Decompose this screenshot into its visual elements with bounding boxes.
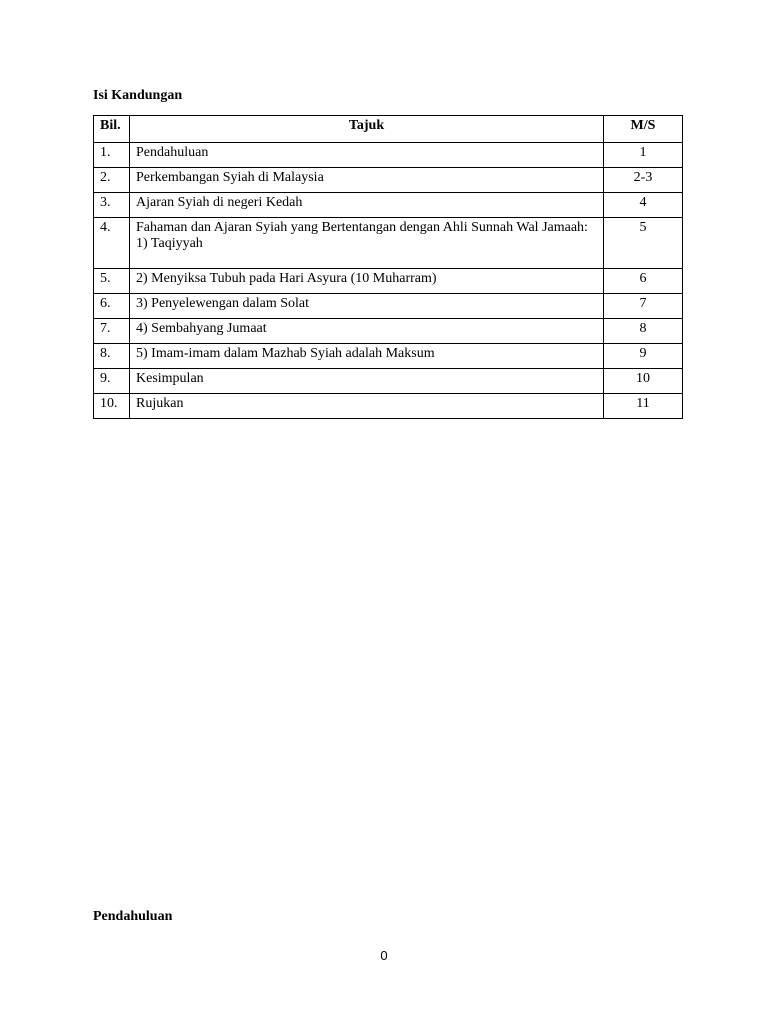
row-bil: 3.: [94, 193, 130, 218]
table-row: [94, 193, 683, 218]
row-bil: 1.: [94, 143, 130, 168]
row-bil: 8.: [94, 344, 130, 369]
table-row: [94, 294, 683, 319]
table-of-contents: [93, 115, 683, 419]
row-tajuk: Pendahuluan: [130, 143, 604, 168]
row-bil: 4.: [94, 218, 130, 269]
row-tajuk: Rujukan: [130, 394, 604, 419]
page-number: 0: [380, 948, 388, 963]
row-tajuk: Ajaran Syiah di negeri Kedah: [130, 193, 604, 218]
table-row: [94, 269, 683, 294]
row-ms: 5: [604, 218, 683, 269]
row-bil: 9.: [94, 369, 130, 394]
table-row: [94, 394, 683, 419]
header-ms: M/S: [604, 116, 683, 143]
table-row: [94, 369, 683, 394]
table-row: [94, 168, 683, 193]
table-row: [94, 143, 683, 168]
row-ms: 11: [604, 394, 683, 419]
section-title: Pendahuluan: [93, 909, 173, 924]
row-bil: 5.: [94, 269, 130, 294]
row-ms: 9: [604, 344, 683, 369]
row-ms: 10: [604, 369, 683, 394]
row-tajuk: 5) Imam-imam dalam Mazhab Syiah adalah Maksum: [130, 344, 604, 369]
row-tajuk: Perkembangan Syiah di Malaysia: [130, 168, 604, 193]
row-tajuk: 4) Sembahyang Jumaat: [130, 319, 604, 344]
row-tajuk: Fahaman dan Ajaran Syiah yang Bertentangan dengan Ahli Sunnah Wal Jamaah: 1) Taqiyyah: [130, 218, 604, 269]
row-ms: 8: [604, 319, 683, 344]
table-row: [94, 319, 683, 344]
row-tajuk: 2) Menyiksa Tubuh pada Hari Asyura (10 Muharram): [130, 269, 604, 294]
table-row: [94, 344, 683, 369]
row-tajuk: Kesimpulan: [130, 369, 604, 394]
toc-title: Isi Kandungan: [93, 88, 183, 103]
table-row: [94, 218, 683, 269]
row-bil: 2.: [94, 168, 130, 193]
row-bil: 10.: [94, 394, 130, 419]
table-header-row: [94, 116, 683, 143]
header-tajuk: Tajuk: [130, 116, 604, 143]
row-bil: 6.: [94, 294, 130, 319]
row-ms: 6: [604, 269, 683, 294]
row-ms: 4: [604, 193, 683, 218]
row-ms: 7: [604, 294, 683, 319]
header-bil: Bil.: [94, 116, 130, 143]
row-ms: 1: [604, 143, 683, 168]
row-ms: 2-3: [604, 168, 683, 193]
row-bil: 7.: [94, 319, 130, 344]
row-tajuk: 3) Penyelewengan dalam Solat: [130, 294, 604, 319]
